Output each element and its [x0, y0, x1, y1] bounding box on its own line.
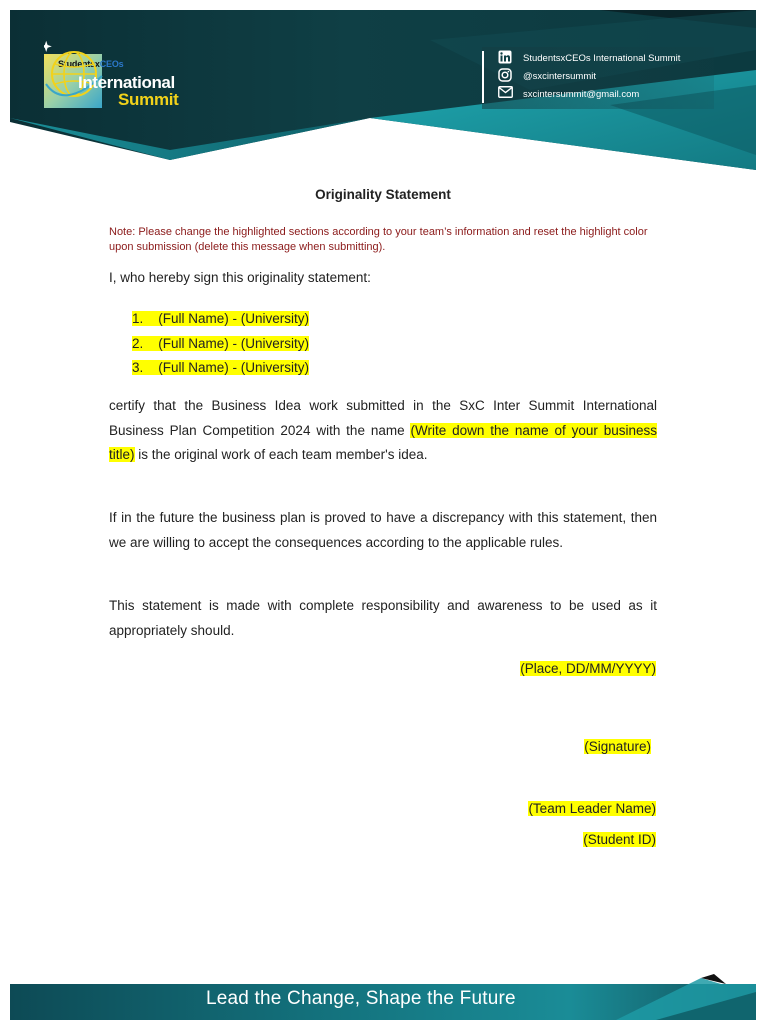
member-entry-highlight: 1. (Full Name) - (University) [132, 311, 310, 326]
instruction-note: Note: Please change the highlighted sections according to your team’s information and reset the highlight color upon submission (delete this message when submitting). [109, 226, 648, 253]
list-item [132, 335, 309, 360]
header-banner [10, 10, 756, 185]
member-entry-highlight: 3. (Full Name) - (University) [132, 360, 310, 375]
discrepancy-paragraph: If in the future the business plan is proved to have a discrepancy with this statement, then we are willing to accept the consequences according to the applicable rules. [109, 510, 657, 550]
instagram-icon [498, 69, 513, 84]
footer-decoration [596, 974, 756, 1020]
contact-linkedin[interactable] [498, 50, 680, 66]
place-date-field: (Place, DD/MM/YYYY) [520, 661, 656, 676]
contact-email[interactable] [498, 86, 639, 102]
contact-divider [482, 51, 484, 103]
document-page [10, 10, 756, 1020]
footer-tagline: Lead the Change, Shape the Future [206, 988, 516, 1009]
contact-panel [482, 47, 714, 109]
team-member-list [132, 310, 309, 384]
page-title: Originality Statement [315, 187, 451, 202]
footer-banner [10, 974, 756, 1020]
member-entry-highlight: 2. (Full Name) - (University) [132, 335, 310, 351]
mail-icon [498, 87, 513, 102]
contact-email-text: sxcintersummit@gmail.com [523, 88, 640, 100]
student-id-field: (Student ID) [583, 832, 656, 847]
contact-instagram-text: @sxcintersummit [523, 70, 596, 82]
contact-linkedin-text: StudentsxCEOs International Summit [523, 52, 681, 64]
summit-logo [44, 40, 214, 120]
responsibility-paragraph: This statement is made with complete responsibility and awareness to be used as it appropriately should. [109, 598, 657, 638]
team-leader-name-field: (Team Leader Name) [528, 801, 656, 816]
certification-paragraph: certify that the Business Idea work submitted in the SxC Inter Summit International Business Plan Competition 2024 with the name (Write down the name of your business title) is the original work of each team member's idea. [109, 398, 657, 462]
logo-international: International [78, 73, 175, 92]
logo-summit: Summit [118, 90, 179, 109]
list-item [132, 310, 309, 335]
linkedin-icon [498, 51, 513, 66]
intro-statement: I, who hereby sign this originality statement: [109, 270, 371, 285]
business-title-highlight: (Write down the name of your business title) [109, 422, 657, 462]
logo-studentsxceos: StudentsxCEOs [58, 59, 124, 69]
contact-instagram[interactable] [498, 68, 596, 84]
signature-field: (Signature) [584, 739, 651, 754]
list-item [132, 359, 309, 384]
